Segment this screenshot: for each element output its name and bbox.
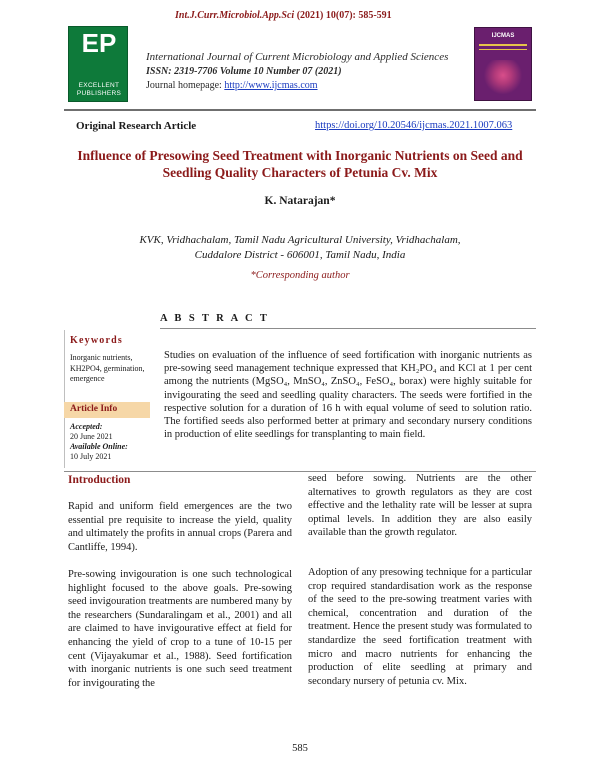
article-info-label: Article Info — [70, 404, 118, 414]
article-title: Influence of Presowing Seed Treatment with Inorganic Nutrients on Seed and Seedling Quality Characters of Petunia Cv. Mix — [77, 148, 523, 180]
affiliation — [64, 233, 536, 263]
introduction-heading: Introduction — [68, 474, 131, 486]
cover-title: IJCMAS — [491, 33, 515, 39]
article-type: Original Research Article — [76, 120, 197, 132]
header-divider — [64, 109, 536, 111]
body-paragraph: seed before sowing. Nutrients are the other alternatives to growth regulators as they are cost effective and the lethality rate will be lesser at supra optimal levels. In addition they are also easily available than the growth regulator. — [308, 473, 532, 539]
abstract-text: Studies on evaluation of the influence of seed fortification with inorganic nutrients as pre-sowing seed management technique expressed that KH₂PO₄ and KCl at 1 per cent among the nutrients (MgSO₄, MnSO₄, ZnSO₄, FeSO₄, borax) were highly suitable for invigourating the seed and seedling quality characters. The seeds were fortified in the respective solution for a duration of 16 h with equal volume of seed to solution ratio. The fortified seeds also performed better at primary and secondary nursery conditions in production of elite seedlings for transplanting to main field. — [164, 350, 532, 441]
cover-flower-image — [483, 60, 523, 94]
logo-glyphs: EP — [81, 28, 117, 58]
online-date: 10 July 2021 — [70, 452, 112, 461]
online-label: Available Online: — [70, 442, 128, 451]
homepage-label: Journal homepage: — [146, 80, 225, 91]
affiliation-line-1: KVK, Vridhachalam, Tamil Nadu Agricultural University, Vridhachalam, — [139, 234, 461, 246]
publisher-logo — [68, 26, 128, 102]
article-info-heading — [64, 402, 150, 418]
abstract-top-rule — [160, 328, 536, 329]
accepted-date: 20 June 2021 — [70, 432, 113, 441]
body-paragraph: Adoption of any presowing technique for a particular crop required standardisation work as the response of the seed to the pre-sowing treatment varies with chemical, concentration and duration of the treatment. Hence the present study was formulated to standardize the seed fortification treatment with micro and macro nutrients for enhancing the production of elite seedling at primary and secondary nursery of petunia cv. Mix. — [308, 567, 532, 687]
affiliation-line-2: Cuddalore District - 606001, Tamil Nadu, India — [194, 249, 406, 261]
journal-homepage — [146, 80, 318, 91]
citation-journal: Int.J.Curr.Microbiol.App.Sci — [175, 10, 295, 21]
page-number: 585 — [292, 743, 308, 754]
citation-volume: (2021) 10(07): 585-591 — [296, 10, 392, 21]
journal-title: International Journal of Current Microbiology and Applied Sciences — [146, 51, 449, 63]
abstract-heading: A B S T R A C T — [160, 313, 270, 324]
cover-band — [479, 44, 527, 46]
body-paragraph: Rapid and uniform field emergences are the two essential pre requisite to increase the yield, quality and ultimately the profits in annual crops (Parera and Cantliffe, 1994). — [68, 501, 292, 553]
homepage-link[interactable]: http://www.ijcmas.com — [224, 80, 318, 91]
cover-band-thin — [479, 49, 527, 50]
body-paragraph: Pre-sowing invigouration is one such technological highlight focused to the above goals. Pre-sowing seed invigouration treatments are numbered many by the researchers (Sundaralingam et al., 2001) and all are claimed to have invigourative effect at field for enhancing the yield of crop to a tune of 10-15 per cent (Vijayakumar et al., 1988). Seed fortification with inorganic nutrients is one such seed treatment for invigourating the — [68, 569, 292, 689]
keywords-list: Inorganic nutrients, KH2PO4, germination, emergence — [70, 353, 145, 383]
article-info — [70, 422, 150, 462]
accepted-label: Accepted: — [70, 422, 103, 431]
journal-issn: ISSN: 2319-7706 Volume 10 Number 07 (2021) — [146, 66, 342, 77]
keywords-heading: Keywords — [70, 335, 123, 346]
doi-link[interactable]: https://doi.org/10.20546/ijcmas.2021.1007.063 — [315, 120, 513, 131]
journal-cover-image — [474, 27, 532, 101]
citation-line — [175, 10, 392, 21]
author-name: K. Natarajan* — [264, 195, 336, 207]
logo-publisher-text: EXCELLENT PUBLISHERS — [76, 82, 122, 97]
corresponding-author: *Corresponding author — [250, 270, 350, 281]
